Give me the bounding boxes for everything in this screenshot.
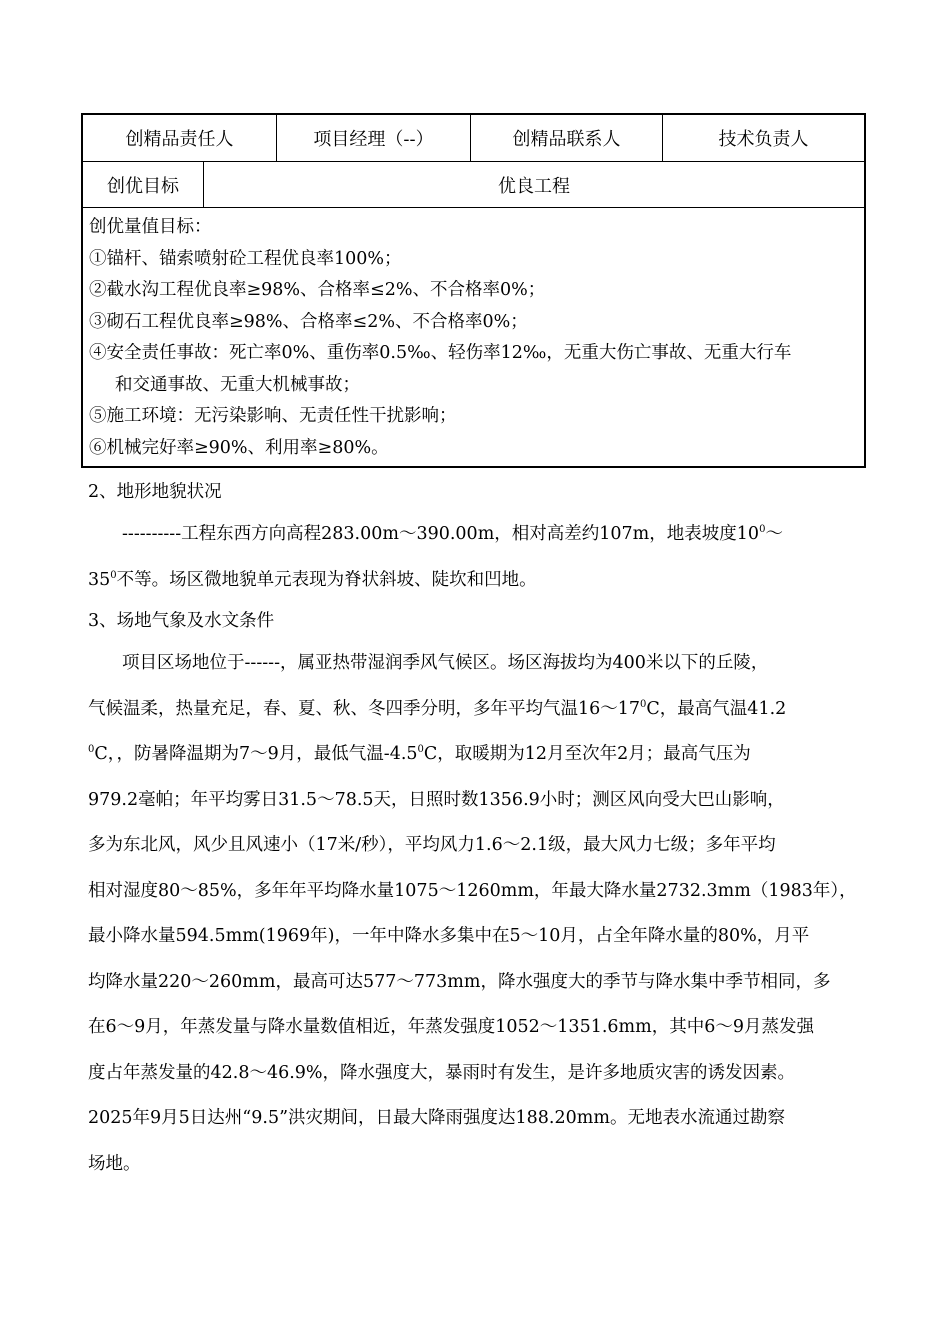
- climate-line-2: 气候温柔，热量充足，春、夏、秋、冬四季分明，多年平均气温$16\sim 17^0C$，最高气温41.2: [88, 698, 787, 719]
- climate-paragraph: [88, 641, 868, 1187]
- climate-line-8: 均降水量220～260mm，最高可达577～773mm，降水强度大的季节与降水集中季节相同，多: [88, 971, 831, 992]
- climate-line-7: 最小降水量594.5mm(1969年)，一年中降水多集中在5～10月，占全年降水量的80%，月平: [88, 926, 810, 946]
- climate-line-5: 多为东北风，风少且风速小（17米/秒），平均风力1.6～2.1级，最大风力七级；多年平均: [88, 835, 776, 855]
- targets-title: 创优量值目标：: [89, 217, 212, 237]
- target-item-2: ②截水沟工程优良率≥98%、合格率≤2%、不合格率0%；: [89, 280, 546, 300]
- header-cell-quality-responsible: 创精品责任人: [83, 115, 277, 161]
- terrain-line-1: ----------工程东西方向高程283.00m～390.00m，相对高差约107m，地表坡度$10^0\sim$: [122, 524, 783, 544]
- climate-line-3: $^0$C，，防暑降温期为7～9月，最低气温$-4.5^0C$，取暖期为12月至次年2月；最高气压为: [88, 744, 751, 764]
- header-cell-quality-contact: 创精品联系人: [471, 115, 663, 161]
- target-item-5: ⑤施工环境：无污染影响、无责任性干扰影响；: [89, 406, 457, 426]
- table-goal-row: [83, 162, 864, 208]
- target-item-6: ⑥机械完好率≥90%、利用率≥80%。: [89, 437, 389, 458]
- quality-targets: [83, 208, 864, 466]
- target-item-4: ④安全责任事故：死亡率0%、重伤率0.5‰、轻伤率12‰，无重大伤亡事故、无重大行车: [89, 343, 792, 363]
- target-item-3: ③砌石工程优良率≥98%、合格率≤2%、不合格率0%；: [89, 311, 528, 332]
- section-heading-climate: 3、场地气象及水文条件: [88, 611, 275, 631]
- terrain-line-2: $35^0$不等。场区微地貌单元表现为脊状斜坡、陡坎和凹地。: [88, 569, 537, 590]
- climate-line-10: 度占年蒸发量的42.8～46.9%，降水强度大，暴雨时有发生，是许多地质灾害的诱发因素。: [88, 1062, 796, 1083]
- terrain-paragraph: [88, 512, 868, 603]
- climate-line-11: 2025年9月5日达州“9.5”洪灾期间，日最大降雨强度达188.20mm。无地表水流通过勘察: [88, 1108, 785, 1128]
- climate-line-6: 相对湿度80～85%，多年年平均降水量1075～1260mm，年最大降水量2732.3mm（1983年），: [88, 880, 857, 901]
- climate-line-1: 项目区场地位于------，属亚热带湿润季风气候区。场区海拔均为400米以下的丘陵，: [122, 653, 769, 673]
- climate-line-9: 在6～9月，年蒸发量与降水量数值相近，年蒸发强度1052～1351.6mm，其中6～9月蒸发强: [88, 1017, 814, 1037]
- climate-line-12: 场地。: [88, 1153, 141, 1174]
- section-heading-terrain: 2、地形地貌状况: [88, 482, 222, 502]
- climate-line-4: 979.2毫帕；年平均雾日31.5～78.5天，日照时数1356.9小时；测区风向受大巴山影响，: [88, 789, 785, 810]
- header-cell-project-manager: 项目经理（--）: [277, 115, 471, 161]
- quality-goal-table: [81, 113, 866, 468]
- target-item-4-continued: 和交通事故、无重大机械事故；: [115, 374, 360, 395]
- target-item-1: ①锚杆、锚索喷射砼工程优良率100%；: [89, 248, 402, 269]
- goal-label: 创优目标: [83, 162, 204, 207]
- table-header-row: [83, 115, 864, 162]
- goal-value: 优良工程: [498, 175, 570, 197]
- header-cell-technical-lead: 技术负责人: [718, 129, 809, 150]
